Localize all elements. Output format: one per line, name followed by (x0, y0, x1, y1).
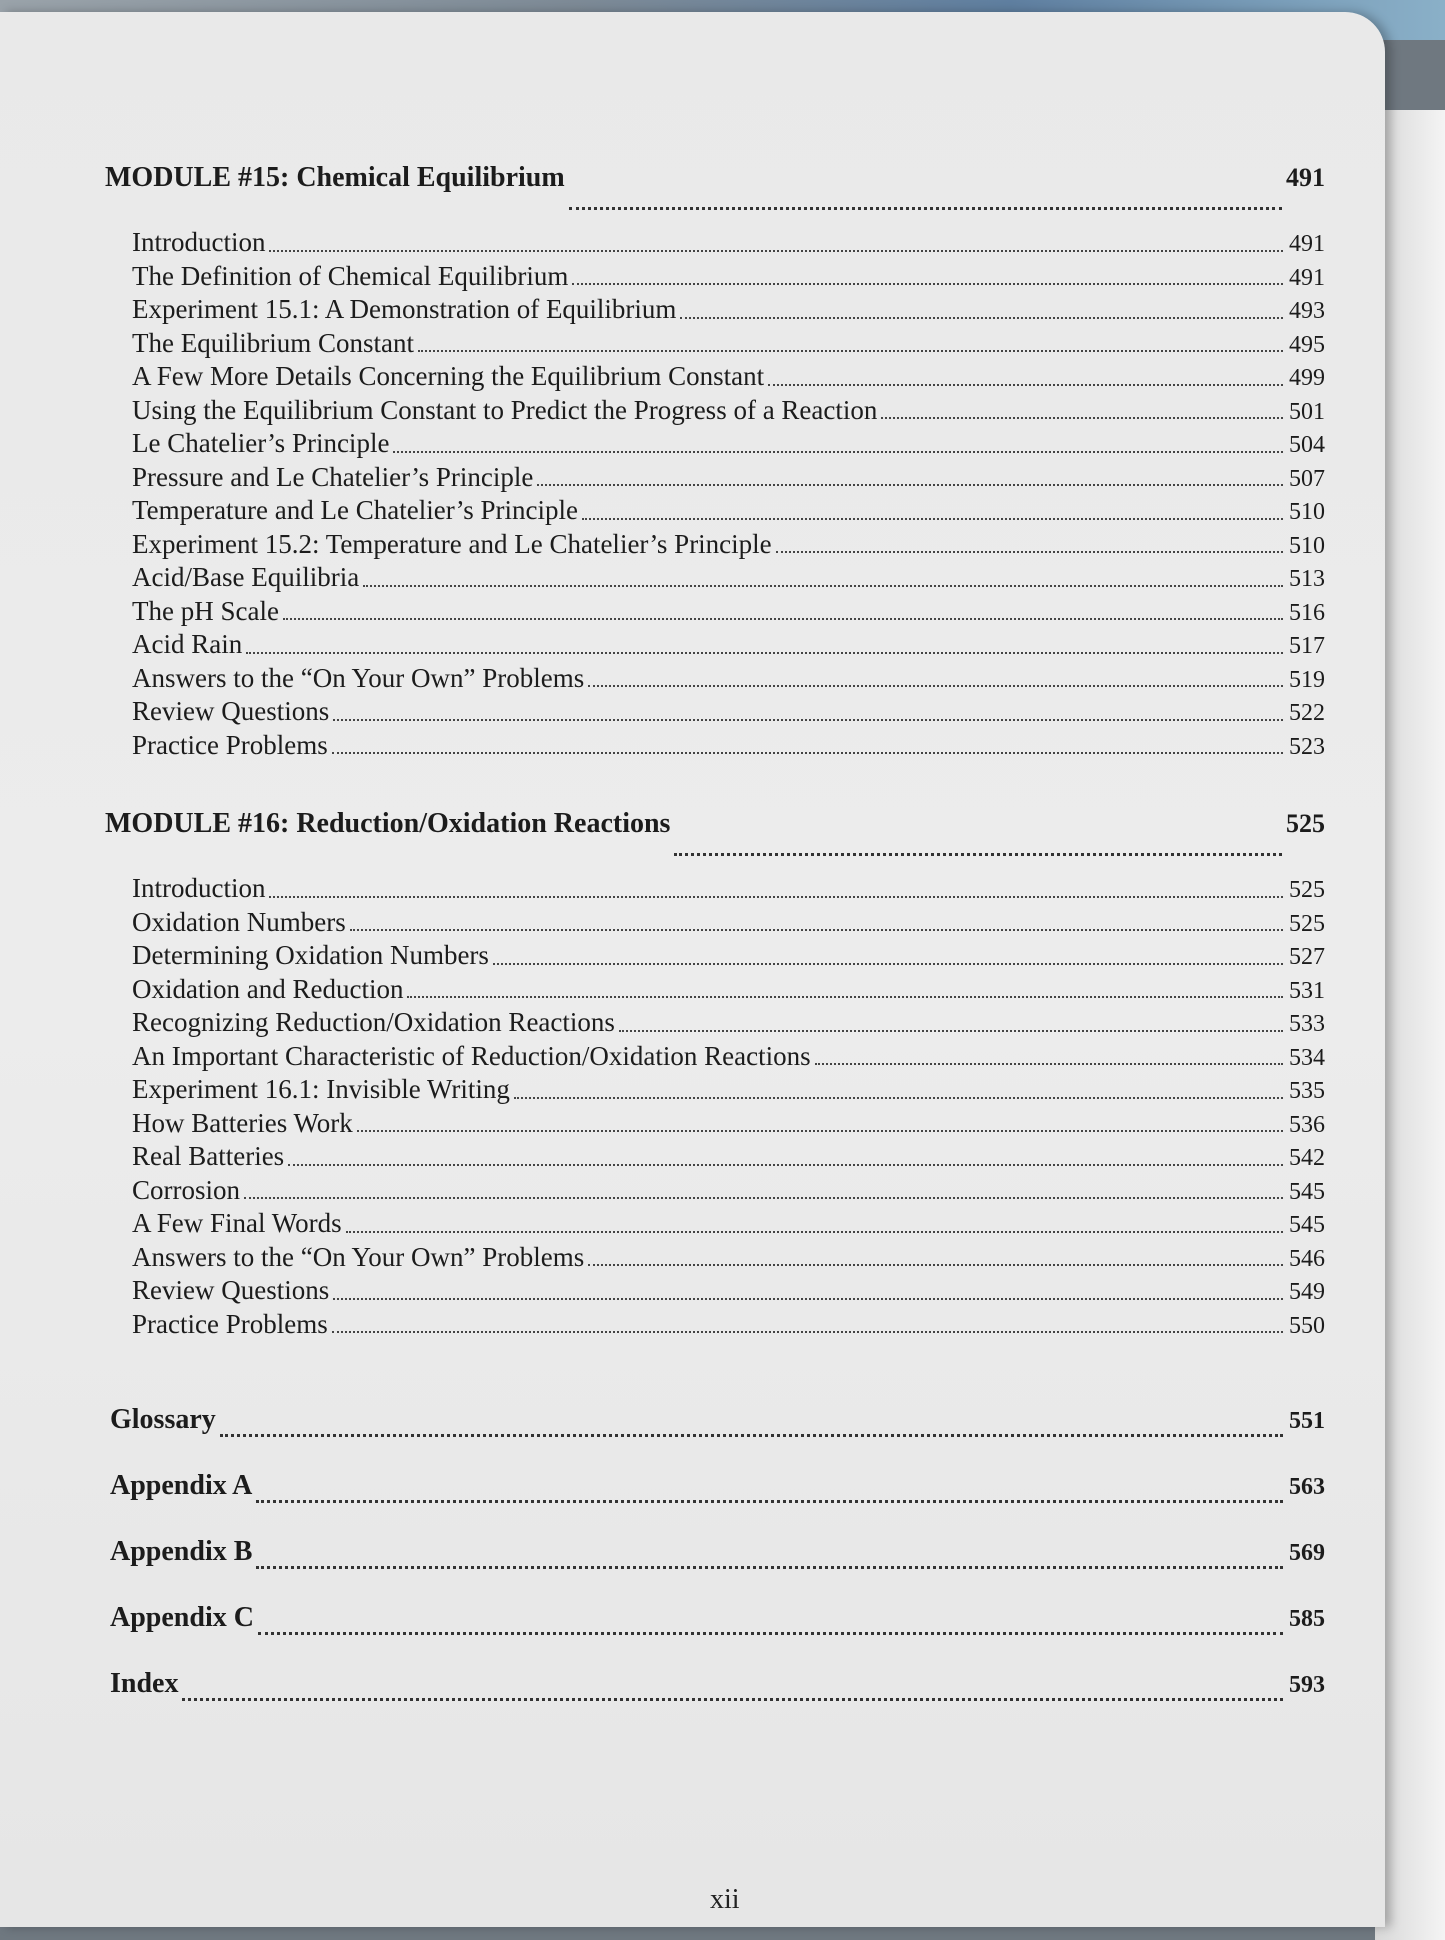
dot-leader (619, 1030, 1283, 1032)
back-matter-entry-page: 551 (1289, 1408, 1325, 1434)
toc-entry-title: A Few Final Words (132, 1208, 342, 1238)
dot-leader (815, 1063, 1283, 1065)
toc-entry-page: 507 (1289, 465, 1325, 492)
dot-leader (333, 719, 1283, 721)
toc-entry (105, 595, 1325, 629)
dot-leader (588, 685, 1283, 687)
toc-entry-page: 546 (1289, 1245, 1325, 1272)
toc-entry-title: Acid/Base Equilibria (132, 562, 360, 592)
toc-entry-page: 525 (1289, 877, 1325, 903)
dot-leader (258, 1632, 1283, 1635)
dot-leader (493, 963, 1283, 965)
toc-entry-page: 525 (1289, 910, 1325, 937)
dot-leader (588, 1264, 1283, 1266)
toc-entry-page: 542 (1289, 1145, 1325, 1171)
toc-entry-title: Pressure and Le Chatelier’s Principle (132, 461, 534, 492)
toc-entry-page: 522 (1289, 700, 1325, 726)
toc-entry-title: Experiment 16.1: Invisible Writing (132, 1074, 510, 1104)
toc-entry-title: Real Batteries (132, 1141, 285, 1171)
dot-leader (256, 1500, 1283, 1503)
dot-leader (674, 853, 1282, 856)
dot-leader (881, 417, 1283, 419)
toc-entry-title: Experiment 15.1: A Demonstration of Equilibrium (132, 294, 677, 324)
toc-entry-title: The Equilibrium Constant (132, 327, 414, 358)
toc-entry-title: Acid Rain (132, 629, 243, 659)
toc-entry-title: Corrosion (132, 1174, 240, 1205)
toc-entry-page: 550 (1289, 1312, 1325, 1339)
toc-entry (105, 260, 1325, 294)
toc-entry (105, 561, 1325, 595)
toc-entry-page: 491 (1289, 264, 1325, 291)
toc-page (0, 12, 1385, 1927)
toc-entry (105, 494, 1325, 528)
toc-entry (105, 1207, 1325, 1241)
toc-entry (105, 1274, 1325, 1308)
dot-leader (332, 1331, 1283, 1333)
toc-entry (105, 906, 1325, 940)
back-matter-entry (105, 1585, 1325, 1651)
toc-entry (105, 1040, 1325, 1074)
dot-leader (768, 384, 1283, 386)
toc-entry-page: 545 (1289, 1212, 1325, 1238)
dot-leader (332, 752, 1283, 754)
dot-leader (363, 585, 1283, 587)
dot-leader (418, 350, 1283, 352)
toc-entry-page: 493 (1289, 298, 1325, 324)
toc-entry (105, 973, 1325, 1007)
toc-entry (105, 1073, 1325, 1107)
toc-entry-title: The Definition of Chemical Equilibrium (132, 260, 569, 291)
toc-entry-page: 534 (1289, 1044, 1325, 1071)
toc-entry-page: 501 (1289, 398, 1325, 425)
module-heading-title: MODULE #16: Reduction/Oxidation Reactions (105, 808, 671, 839)
toc-entry (105, 427, 1325, 461)
toc-entry-page: 545 (1289, 1178, 1325, 1205)
toc-entry-page: 535 (1289, 1078, 1325, 1104)
dot-leader (346, 1231, 1283, 1233)
toc-entry (105, 461, 1325, 495)
dot-leader (283, 618, 1283, 620)
toc-entry-title: Experiment 15.2: Temperature and Le Chatelier’s Principle (132, 528, 772, 559)
table-of-contents (105, 162, 1325, 1717)
toc-entry (105, 360, 1325, 394)
toc-entry-page: 491 (1289, 231, 1325, 257)
toc-entry-title: Oxidation and Reduction (132, 973, 404, 1004)
dot-leader (182, 1698, 1283, 1701)
toc-entry (105, 939, 1325, 973)
dot-leader (333, 1298, 1283, 1300)
toc-entry-title: The pH Scale (132, 595, 279, 626)
toc-entry (105, 226, 1325, 260)
module-heading-page: 525 (1286, 809, 1325, 838)
back-matter-entry-page: 569 (1289, 1540, 1325, 1566)
dot-leader (269, 250, 1283, 252)
back-matter-list (105, 1387, 1325, 1717)
toc-entry-title: Answers to the “On Your Own” Problems (132, 1241, 585, 1272)
dot-leader (246, 652, 1283, 654)
toc-entry-page: 510 (1289, 499, 1325, 525)
dot-leader (350, 929, 1283, 931)
toc-entry (105, 1241, 1325, 1275)
toc-entry-title: Introduction (132, 227, 266, 257)
dot-leader (514, 1097, 1283, 1099)
toc-entry-page: 513 (1289, 566, 1325, 592)
adjacent-page-edge (1375, 110, 1445, 1940)
dot-leader (572, 283, 1283, 285)
toc-entry-title: Answers to the “On Your Own” Problems (132, 662, 585, 693)
back-matter-entry-title: Appendix A (110, 1470, 253, 1501)
toc-entry-title: Review Questions (132, 1275, 330, 1305)
toc-entry-title: A Few More Details Concerning the Equilibrium Constant (132, 361, 765, 391)
dot-leader (220, 1434, 1283, 1437)
back-matter-entry-page: 585 (1289, 1606, 1325, 1632)
toc-entry-page: 499 (1289, 365, 1325, 391)
back-matter-entry (105, 1651, 1325, 1717)
dot-leader (776, 551, 1283, 553)
toc-entry (105, 628, 1325, 662)
module-section (105, 808, 1325, 1341)
dot-leader (393, 451, 1283, 453)
toc-entry (105, 1174, 1325, 1208)
toc-entry-page: 516 (1289, 599, 1325, 626)
toc-entry-page: 517 (1289, 633, 1325, 659)
toc-entry (105, 394, 1325, 428)
toc-entry (105, 528, 1325, 562)
page-number: xii (710, 1884, 740, 1915)
dot-leader (582, 518, 1283, 520)
toc-entry-title: An Important Characteristic of Reduction/Oxidation Reactions (132, 1040, 811, 1071)
back-matter-entry-title: Appendix C (110, 1602, 254, 1633)
toc-entry-title: Determining Oxidation Numbers (132, 940, 489, 970)
toc-entry-title: Using the Equilibrium Constant to Predict the Progress of a Reaction (132, 394, 878, 425)
module-heading-page: 491 (1286, 163, 1325, 192)
toc-entry-title: Recognizing Reduction/Oxidation Reactions (132, 1007, 615, 1037)
toc-entry-page: 533 (1289, 1011, 1325, 1037)
toc-entry (105, 1006, 1325, 1040)
toc-entry-page: 519 (1289, 666, 1325, 693)
toc-entry (105, 872, 1325, 906)
toc-entry-page: 523 (1289, 733, 1325, 760)
toc-entry-page: 531 (1289, 977, 1325, 1004)
back-matter-entry-title: Glossary (110, 1404, 216, 1435)
dot-leader (569, 207, 1282, 210)
module-heading (105, 162, 1325, 218)
toc-entry-title: Introduction (132, 873, 266, 903)
dot-leader (269, 896, 1283, 898)
module-entries (105, 872, 1325, 1341)
module-list (105, 162, 1325, 1341)
toc-entry-title: Review Questions (132, 696, 330, 726)
back-matter-entry-page: 593 (1289, 1672, 1325, 1698)
toc-entry-page: 495 (1289, 331, 1325, 358)
module-heading (105, 808, 1325, 864)
back-matter-entry (105, 1387, 1325, 1453)
toc-entry-page: 536 (1289, 1111, 1325, 1138)
toc-entry (105, 293, 1325, 327)
toc-entry (105, 729, 1325, 763)
dot-leader (537, 484, 1283, 486)
toc-entry-page: 504 (1289, 432, 1325, 458)
toc-entry (105, 1308, 1325, 1342)
dot-leader (288, 1164, 1283, 1166)
toc-entry-title: Le Chatelier’s Principle (132, 428, 390, 458)
back-matter-entry (105, 1453, 1325, 1519)
back-matter-entry-title: Index (110, 1668, 179, 1699)
dot-leader (407, 996, 1283, 998)
toc-entry-title: Practice Problems (132, 1308, 328, 1339)
toc-entry-page: 510 (1289, 532, 1325, 559)
module-entries (105, 226, 1325, 762)
module-heading-title: MODULE #15: Chemical Equilibrium (105, 162, 565, 193)
back-matter-entry (105, 1519, 1325, 1585)
toc-entry-title: Practice Problems (132, 729, 328, 760)
toc-entry (105, 695, 1325, 729)
toc-entry-page: 527 (1289, 944, 1325, 970)
toc-entry-title: How Batteries Work (132, 1107, 353, 1138)
dot-leader (244, 1197, 1283, 1199)
dot-leader (680, 317, 1283, 319)
toc-entry-title: Oxidation Numbers (132, 906, 346, 937)
back-matter-entry-title: Appendix B (110, 1536, 253, 1567)
toc-entry (105, 327, 1325, 361)
toc-entry-title: Temperature and Le Chatelier’s Principle (132, 495, 578, 525)
dot-leader (256, 1566, 1283, 1569)
toc-entry (105, 662, 1325, 696)
back-matter-entry-page: 563 (1289, 1474, 1325, 1500)
toc-entry-page: 549 (1289, 1279, 1325, 1305)
toc-entry (105, 1107, 1325, 1141)
module-section (105, 162, 1325, 762)
toc-entry (105, 1140, 1325, 1174)
dot-leader (357, 1130, 1283, 1132)
